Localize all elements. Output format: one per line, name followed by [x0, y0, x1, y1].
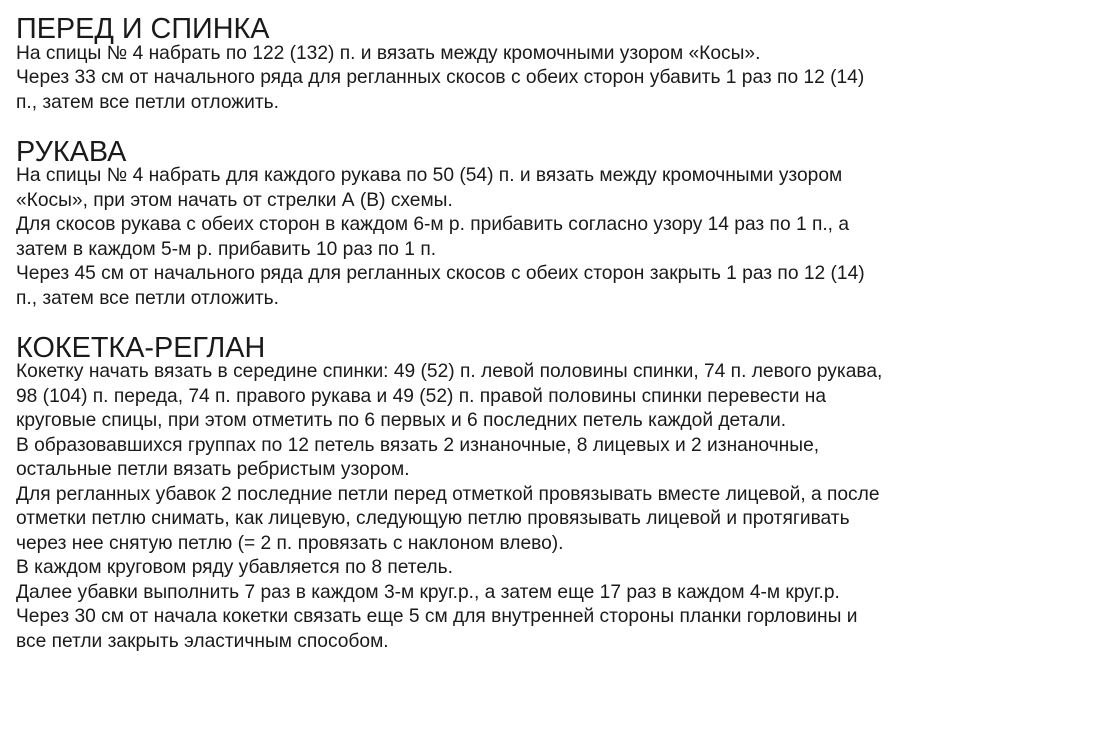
paragraph: В образовавшихся группах по 12 петель вязать 2 изнаночные, 8 лицевых и 2 изнаночные, остальные петли вязать ребристым узором.	[16, 434, 820, 480]
paragraph: Через 30 см от начала кокетки связать еще 5 см для внутренней стороны планки горловины и все петли закрыть эластичным способом.	[16, 606, 858, 652]
paragraph: Для регланных убавок 2 последние петли перед отметкой провязывать вместе лицевой, а после отметки петлю снимать, как лицевую, следующую петлю провязывать лицевой и протягивать через нее снятую петлю (= 2 п. провязать с наклоном влево).	[16, 483, 880, 554]
paragraph: Кокетку начать вязать в середине спинки: 49 (52) п. левой половины спинки, 74 п. левого рукава, 98 (104) п. переда, 74 п. правого рукава и 49 (52) п. правой половины спинки перевести на круговые спицы, при этом отметить по 6 первых и 6 последних петель каждой детали.	[16, 361, 883, 431]
section-heading: ПЕРЕД И СПИНКА	[16, 13, 270, 45]
section-heading: КОКЕТКА-РЕГЛАН	[16, 331, 266, 364]
paragraph: Через 45 см от начального ряда для регланных скосов с обеих сторон закрыть 1 раз по 12 (14) п., затем все петли отложить.	[16, 263, 865, 309]
paragraph: На спицы № 4 набрать по 122 (132) п. и вязать между кромочными узором «Косы».	[16, 42, 761, 64]
paragraph: На спицы № 4 набрать для каждого рукава по 50 (54) п. и вязать между кромочными узором «Косы», при этом начать от стрелки А (В) схемы.	[16, 165, 843, 211]
paragraph: Далее убавки выполнить 7 раз в каждом 3-м круг.р., а затем еще 17 раз в каждом 4-м круг.р.	[16, 581, 840, 603]
section-heading: РУКАВА	[16, 135, 127, 168]
paragraph: Для скосов рукава с обеих сторон в каждом 6-м р. прибавить согласно узору 14 раз по 1 п., а затем в каждом 5-м р. прибавить 10 раз по 1 п.	[16, 214, 849, 260]
section-front-and-back	[16, 13, 1100, 115]
knitting-instructions-document	[16, 13, 1100, 654]
section-raglan-yoke	[16, 331, 1100, 655]
paragraph: Через 33 см от начального ряда для регланных скосов с обеих сторон убавить 1 раз по 12 (14) п., затем все петли отложить.	[16, 67, 865, 113]
paragraph: В каждом круговом ряду убавляется по 8 петель.	[16, 557, 453, 578]
section-sleeves	[16, 135, 1100, 312]
